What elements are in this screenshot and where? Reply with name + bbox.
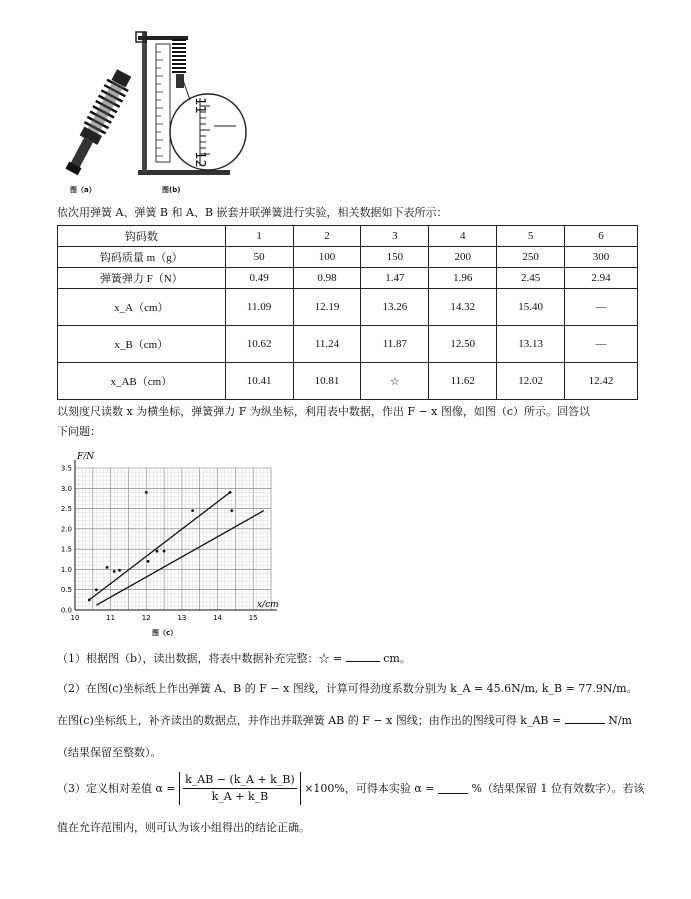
- x-tick-label: 11: [106, 614, 116, 622]
- question-1-text: （1）根据图（b），读出数据，将表中数据补充完整：☆ =: [57, 652, 343, 665]
- table-cell: 2.94: [565, 268, 638, 289]
- table-cell: 50: [225, 247, 293, 268]
- table-cell: 0.49: [225, 268, 293, 289]
- intro-text: 依次用弹簧 A、弹簧 B 和 A、B 嵌套并联弹簧进行实验，相关数据如下表所示：: [57, 206, 448, 219]
- row-label: x_A（cm）: [58, 289, 226, 326]
- table-cell: 12.19: [293, 289, 361, 326]
- table-cell: 200: [429, 247, 497, 268]
- figure-a-caption: 图（a）: [70, 186, 96, 194]
- y-tick-label: 1.0: [60, 565, 72, 574]
- table-cell: ☆: [361, 363, 429, 400]
- table-header-cell: 6: [565, 226, 638, 247]
- table-header-row: [58, 226, 638, 247]
- table-cell: —: [565, 289, 638, 326]
- question-3-line-2: 值在允许范围内，则可认为该小组得出的结论正确。: [57, 821, 310, 834]
- formula-denominator: k_A + k_B: [211, 790, 269, 803]
- table-cell: 1.47: [361, 268, 429, 289]
- instruction-line-2: 下问题：: [57, 425, 101, 438]
- table-header-cell: 2: [293, 226, 361, 247]
- table-cell: 0.98: [293, 268, 361, 289]
- table-cell: —: [565, 326, 638, 363]
- formula-numerator: k_AB − (k_A + k_B): [183, 772, 297, 789]
- y-tick-label: 3.0: [60, 484, 72, 493]
- series-1-point: [156, 550, 159, 553]
- series-2-point: [163, 550, 166, 553]
- table-cell: 300: [565, 247, 638, 268]
- table-cell: 13.26: [361, 289, 429, 326]
- table-header-cell: 3: [361, 226, 429, 247]
- series-2-point: [118, 569, 121, 572]
- series-1-point: [191, 509, 194, 512]
- row-label: 弹簧弹力 F（N）: [58, 268, 226, 289]
- ruler-mark-12: 12: [191, 151, 207, 168]
- question-2-line-1: （2）在图(c)坐标纸上作出弹簧 A、B 的 F − x 图线，计算可得劲度系数分别为 k_A = 45.6N/m, k_B = 77.9N/m。: [57, 682, 638, 695]
- table-cell: 10.81: [293, 363, 361, 400]
- table-cell: 12.42: [565, 363, 638, 400]
- table-cell: 100: [293, 247, 361, 268]
- relative-difference-formula: [179, 772, 301, 805]
- table-cell: 1.96: [429, 268, 497, 289]
- y-tick-label: 0.5: [60, 586, 72, 595]
- table-cell: 10.62: [225, 326, 293, 363]
- answer-blank-1[interactable]: [346, 651, 380, 662]
- table-cell: 13.13: [497, 326, 565, 363]
- figure-b-caption: 图(b): [162, 186, 181, 194]
- series-2-point: [95, 588, 98, 591]
- series-2-point: [147, 560, 150, 563]
- table-header-cell: 1: [225, 226, 293, 247]
- x-axis-label: x/cm: [257, 600, 279, 610]
- y-tick-label: 2.5: [60, 505, 72, 514]
- data-point: [106, 566, 109, 569]
- table-header-cell: 4: [429, 226, 497, 247]
- table-row: [58, 289, 638, 326]
- figure-b-apparatus: [128, 22, 248, 182]
- table-header-cell: 5: [497, 226, 565, 247]
- series-2-point: [230, 509, 233, 512]
- table-cell: 150: [361, 247, 429, 268]
- row-label: 钩码质量 m（g）: [58, 247, 226, 268]
- question-3-suffix-2: %（结果保留 1 位有效数字）。若该: [471, 781, 645, 795]
- table-cell: 11.09: [225, 289, 293, 326]
- y-axis-label: F/N: [77, 452, 95, 462]
- table-cell: 250: [497, 247, 565, 268]
- y-tick-label: 3.5: [60, 464, 72, 473]
- question-2-line-2: [57, 713, 632, 729]
- question-1-unit: cm。: [383, 652, 411, 665]
- table-cell: 11.62: [429, 363, 497, 400]
- table-row: [58, 363, 638, 400]
- figure-c-caption: 图（c）: [152, 629, 178, 637]
- x-tick-label: 13: [177, 614, 187, 622]
- question-2-text: 在图(c)坐标纸上，补齐读出的数据点，并作出并联弹簧 AB 的 F − x 图线；由作出的图线可得 k_AB =: [57, 714, 562, 727]
- row-label: x_B（cm）: [58, 326, 226, 363]
- table-header-label: 钩码数: [58, 226, 226, 247]
- figure-c-chart: [55, 450, 285, 640]
- table-cell: 15.40: [497, 289, 565, 326]
- ruler-mark-11: 11: [191, 97, 207, 114]
- question-3-prefix: （3）定义相对差值 α =: [57, 781, 176, 795]
- table-cell: 14.32: [429, 289, 497, 326]
- x-tick-label: 10: [70, 614, 80, 622]
- data-point: [145, 491, 148, 494]
- y-tick-label: 1.5: [60, 545, 72, 554]
- answer-blank-3[interactable]: [438, 783, 468, 794]
- table-cell: 12.02: [497, 363, 565, 400]
- question-2-unit: N/m: [608, 714, 632, 727]
- instruction-line-1: 以刻度尺读数 x 为横坐标，弹簧弹力 F 为纵坐标，利用表中数据，作出 F − x 图像，如图（c）所示。回答以: [57, 405, 591, 418]
- table-cell: 11.24: [293, 326, 361, 363]
- question-2-line-3: （结果保留至整数）。: [57, 746, 162, 759]
- series-1-point: [113, 570, 116, 573]
- table-cell: 11.87: [361, 326, 429, 363]
- x-tick-label: 14: [213, 614, 223, 622]
- y-tick-label: 2.0: [60, 525, 72, 534]
- table-row: [58, 247, 638, 268]
- table-cell: 2.45: [497, 268, 565, 289]
- question-3: [57, 772, 644, 816]
- series-1-point: [229, 491, 232, 494]
- figure-a-spring-illustration: [62, 62, 132, 182]
- x-tick-label: 15: [248, 614, 258, 622]
- row-label: x_AB（cm）: [58, 363, 226, 400]
- table-row: [58, 268, 638, 289]
- series-1-point: [88, 598, 91, 601]
- table-row: [58, 326, 638, 363]
- table-cell: 12.50: [429, 326, 497, 363]
- data-table: [57, 225, 638, 400]
- question-1: [57, 651, 411, 667]
- x-tick-label: 12: [141, 614, 151, 622]
- y-tick-label: 0.0: [60, 606, 72, 615]
- table-cell: 10.41: [225, 363, 293, 400]
- answer-blank-2[interactable]: [565, 713, 605, 724]
- question-3-suffix-1: ×100%，可得本实验 α =: [304, 781, 435, 795]
